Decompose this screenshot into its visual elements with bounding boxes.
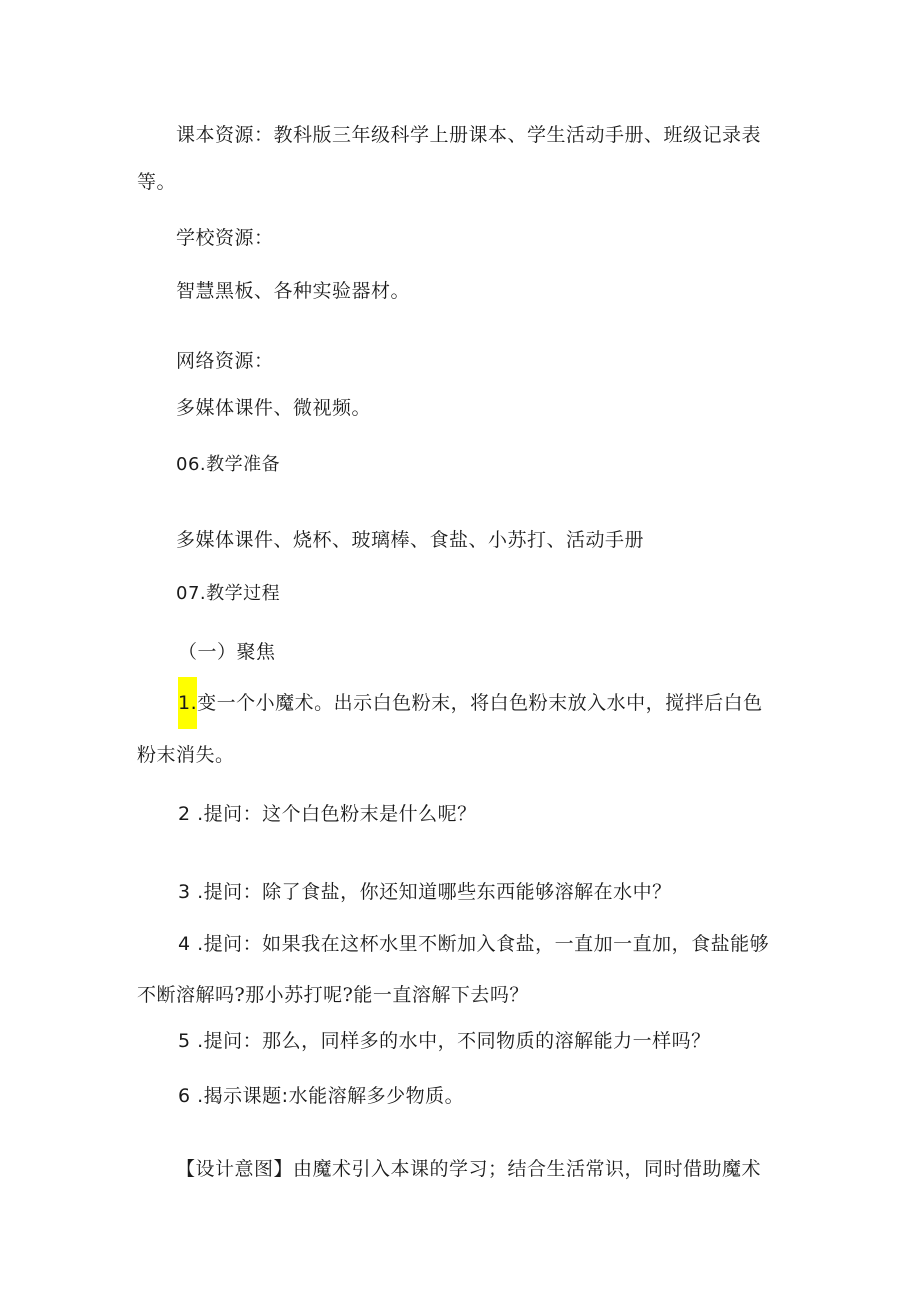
item-2: 2 .提问：这个白色粉末是什么呢？ <box>178 803 477 825</box>
item-4: 4 .提问：如果我在这杯水里不断加入食盐，一直加一直加，食盐能够 <box>178 933 770 955</box>
item-1-text: 变一个小魔术。出示白色粉末，将白色粉末放入水中，搅拌后白色 <box>197 692 763 714</box>
item-3: 3 .提问：除了食盐，你还知道哪些东西能够溶解在水中？ <box>178 881 672 903</box>
design-intent: 【设计意图】由魔术引入本课的学习；结合生活常识，同时借助魔术 <box>176 1158 762 1180</box>
section-heading-07: 07.教学过程 <box>176 583 281 604</box>
item-1-line <box>178 691 763 715</box>
network-resources-label: 网络资源： <box>176 350 274 372</box>
textbook-resources-continuation: 等。 <box>137 171 177 193</box>
focus-heading: （一）聚焦 <box>178 641 276 663</box>
textbook-resources-line: 课本资源：教科版三年级科学上册课本、学生活动手册、班级记录表 <box>176 124 762 146</box>
preparation-list: 多媒体课件、烧杯、玻璃棒、食盐、小苏打、活动手册 <box>176 529 645 551</box>
item-5: 5 .提问：那么，同样多的水中，不同物质的溶解能力一样吗？ <box>178 1030 711 1052</box>
section-heading-06: 06.教学准备 <box>176 454 281 475</box>
school-resources-label: 学校资源： <box>176 227 274 249</box>
school-resources-text: 智慧黑板、各种实验器材。 <box>176 280 411 302</box>
item-4-continuation: 不断溶解吗?那小苏打呢?能一直溶解下去吗？ <box>137 984 529 1006</box>
item-1-number-highlight: 1. <box>178 677 197 729</box>
item-1-continuation: 粉末消失。 <box>137 744 235 766</box>
network-resources-text: 多媒体课件、微视频。 <box>176 397 372 419</box>
item-6: 6 .揭示课题:水能溶解多少物质。 <box>178 1085 465 1107</box>
